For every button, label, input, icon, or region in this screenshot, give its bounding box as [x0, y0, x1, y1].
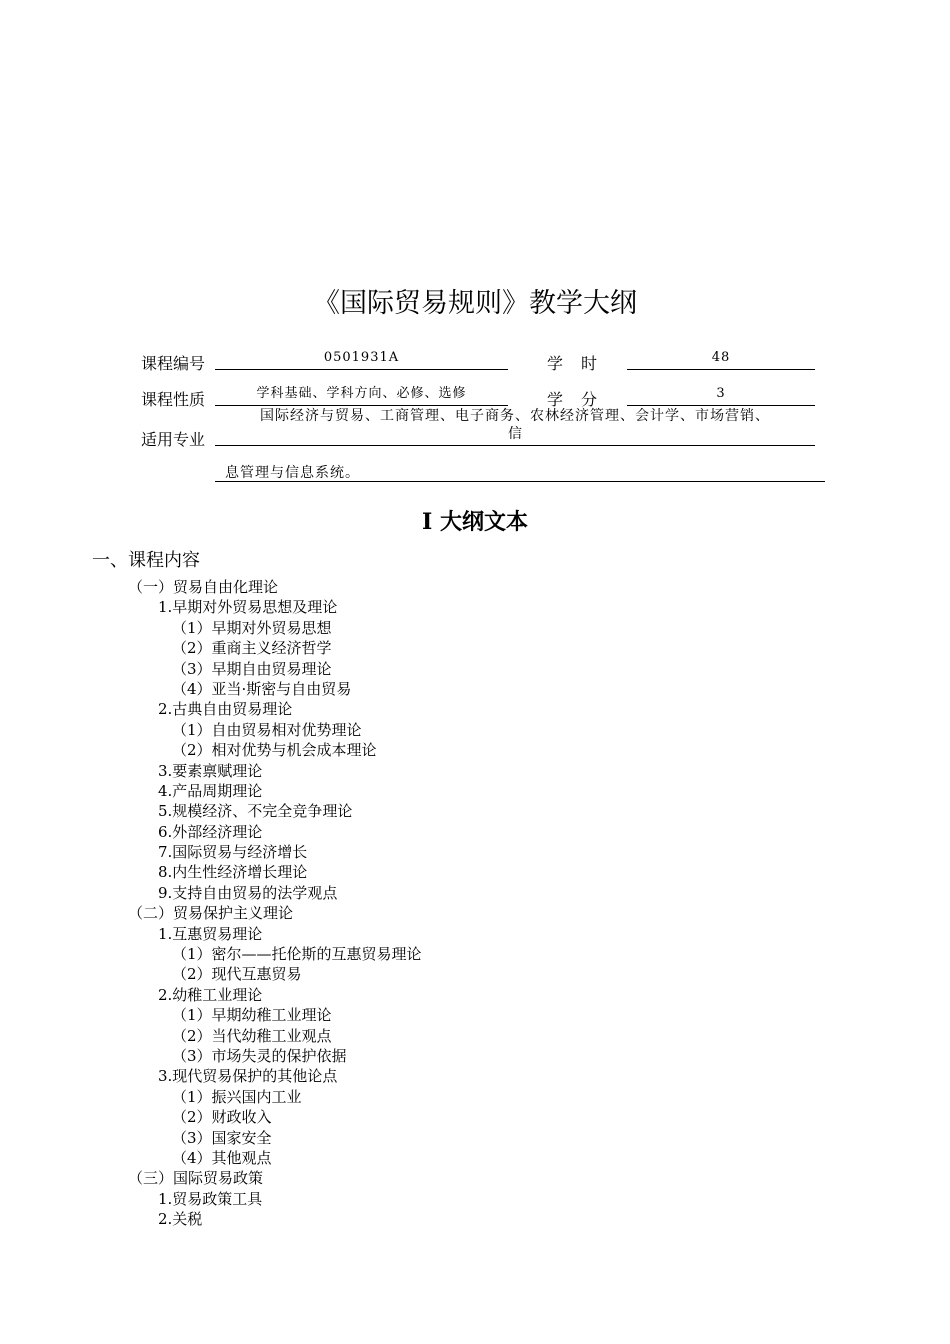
outline-item-level2 [0, 699, 950, 719]
credits-value: 3 [627, 383, 815, 406]
major-label: 适用专业 [141, 430, 206, 449]
outline-item-level3 [0, 679, 950, 699]
outline-item-level2 [0, 1209, 950, 1229]
outline-item-level2 [0, 781, 950, 801]
outline-item-level2 [0, 985, 950, 1005]
outline-item-text: 9.支持自由贸易的法学观点 [158, 883, 338, 902]
outline-item-level2 [0, 1189, 950, 1209]
outline-item-level3 [0, 1046, 950, 1066]
outline-item-text: （2）相对优势与机会成本理论 [172, 741, 377, 760]
outline-item-text: （1）振兴国内工业 [172, 1087, 302, 1106]
outline-item-text: 2.幼稚工业理论 [158, 985, 263, 1004]
outline-item-text: （3）早期自由贸易理论 [172, 659, 332, 678]
outline-item-level2 [0, 924, 950, 944]
outline-item-level2 [0, 801, 950, 821]
outline-item-level3 [0, 618, 950, 638]
outline-item-level3 [0, 1026, 950, 1046]
outline-item-level3 [0, 740, 950, 760]
outline-item-text: 5.规模经济、不完全竞争理论 [158, 802, 353, 821]
course-code-value: 0501931A [215, 347, 508, 370]
outline-item-text: （1）密尔——托伦斯的互惠贸易理论 [172, 945, 422, 964]
outline-item-text: 3.要素禀赋理论 [158, 761, 263, 780]
major-value-line1: 国际经济与贸易、工商管理、电子商务、农林经济管理、会计学、市场营销、 [260, 408, 770, 424]
outline-item-text: （2）当代幼稚工业观点 [172, 1026, 332, 1045]
hours-value: 48 [627, 347, 815, 370]
outline-item-text: （1）早期对外贸易思想 [172, 618, 332, 637]
outline-item-level3 [0, 638, 950, 658]
outline-item-level3 [0, 1107, 950, 1127]
outline-item-text: （二）贸易保护主义理论 [128, 904, 294, 923]
outline-item-text: 8.内生性经济增长理论 [158, 863, 308, 882]
outline-item-level2 [0, 862, 950, 882]
outline-item-text: （2）财政收入 [172, 1108, 272, 1127]
course-code-label: 课程编号 [141, 354, 206, 373]
outline-item-text: （4）亚当·斯密与自由贸易 [172, 679, 352, 698]
outline-item-level3 [0, 964, 950, 984]
outline-item-text: 1.早期对外贸易思想及理论 [158, 598, 338, 617]
hours-label: 学时 [547, 354, 616, 373]
chapter-heading: 一、课程内容 [92, 550, 200, 571]
section-heading: I 大纲文本 [422, 509, 528, 535]
major-value-line2: 信 [508, 426, 522, 442]
course-outline [0, 577, 950, 1230]
outline-item-level3 [0, 1128, 950, 1148]
outline-item-level2 [0, 1066, 950, 1086]
outline-item-text: （三）国际贸易政策 [128, 1169, 264, 1188]
major-value-line3: 息管理与信息系统。 [215, 461, 825, 482]
outline-item-text: 7.国际贸易与经济增长 [158, 843, 308, 862]
outline-item-level3 [0, 1148, 950, 1168]
outline-item-level1 [0, 577, 950, 597]
outline-item-text: 4.产品周期理论 [158, 781, 263, 800]
outline-item-text: 2.古典自由贸易理论 [158, 700, 293, 719]
outline-item-level2 [0, 883, 950, 903]
outline-item-text: 2.关税 [158, 1210, 203, 1229]
major-underline [215, 445, 815, 446]
outline-item-level2 [0, 597, 950, 617]
outline-item-level2 [0, 761, 950, 781]
outline-item-text: 6.外部经济理论 [158, 822, 263, 841]
outline-item-text: （3）市场失灵的保护依据 [172, 1046, 347, 1065]
outline-item-level1 [0, 1168, 950, 1188]
outline-item-text: 1.贸易政策工具 [158, 1189, 263, 1208]
outline-item-text: （1）早期幼稚工业理论 [172, 1006, 332, 1025]
outline-item-text: 3.现代贸易保护的其他论点 [158, 1067, 338, 1086]
document-title: 《国际贸易规则》教学大纲 [313, 288, 637, 319]
outline-item-text: （2）现代互惠贸易 [172, 965, 302, 984]
outline-item-level1 [0, 903, 950, 923]
outline-item-text: （4）其他观点 [172, 1148, 272, 1167]
outline-item-level2 [0, 822, 950, 842]
credits-label: 学分 [547, 390, 616, 409]
outline-item-level3 [0, 720, 950, 740]
outline-item-text: （3）国家安全 [172, 1128, 272, 1147]
outline-item-text: 1.互惠贸易理论 [158, 924, 263, 943]
outline-item-level3 [0, 1087, 950, 1107]
outline-item-text: （1）自由贸易相对优势理论 [172, 720, 362, 739]
outline-item-text: （一）贸易自由化理论 [128, 578, 279, 596]
outline-item-text: （2）重商主义经济哲学 [172, 639, 332, 658]
outline-item-level3 [0, 659, 950, 679]
outline-item-level3 [0, 1005, 950, 1025]
course-nature-label: 课程性质 [141, 390, 206, 409]
outline-item-level3 [0, 944, 950, 964]
course-nature-value: 学科基础、学科方向、必修、选修 [215, 383, 508, 406]
outline-item-level2 [0, 842, 950, 862]
